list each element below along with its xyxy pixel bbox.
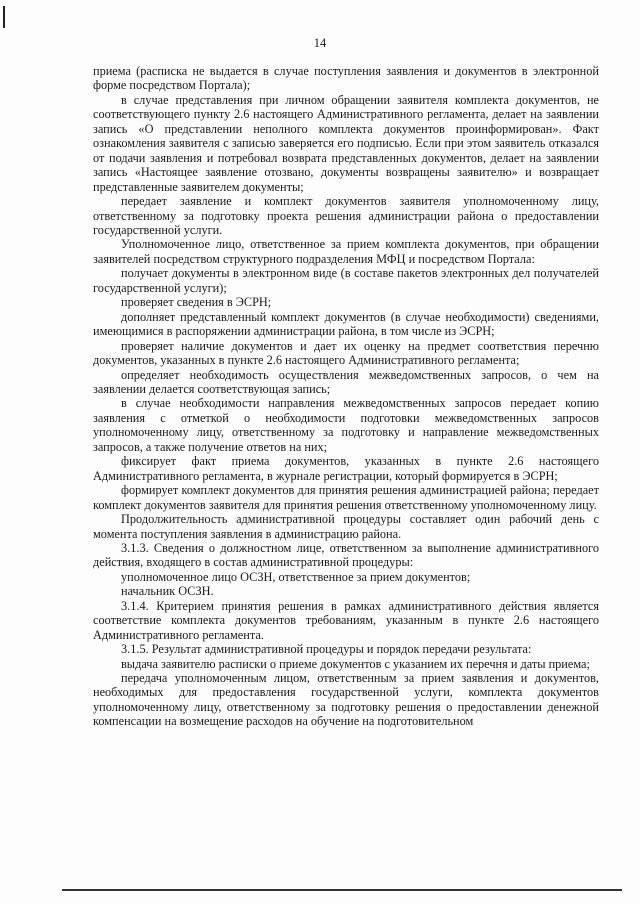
paragraph: 3.1.3. Сведения о должностном лице, ответственном за выполнение административного действия, входящего в состав административной процедуры: xyxy=(93,540,599,570)
paragraph: проверяет наличие документов и дает их оценку на предмет соответствия перечню документов, указанных в пункте 2.6 настоящего Административного регламента; xyxy=(93,338,599,368)
scan-edge-mark xyxy=(3,6,5,28)
paragraph: определяет необходимость осуществления межведомственных запросов, о чем на заявлении делается соответствующая запись; xyxy=(93,367,599,396)
paragraph: приема (расписка не выдается в случае поступления заявления и документов в электронной форме посредством Портала); xyxy=(93,64,599,93)
paragraph: передает заявление и комплект документов заявителя уполномоченному лицу, ответственному за подготовку проекта решения администрации района о предоставлении государственной услуги. xyxy=(93,194,599,237)
paragraph: уполномоченное лицо ОСЗН, ответственное за прием документов; xyxy=(121,569,471,584)
paragraph: формирует комплект документов для принятия решения администрацией района; передает комплект документов заявителя для принятия решения ответственному уполномоченному лицу. xyxy=(93,483,599,512)
paragraph: 3.1.4. Критерием принятия решения в рамках административного действия является соответствие комплекта документов требованиям, указанным в пункте 2.6 настоящего Административного регламента. xyxy=(93,598,599,642)
paragraph: передача уполномоченным лицом, ответственным за прием заявления и документов, необходимых для предоставления государственной услуги, комплекта документов уполномоченному лицу, ответственному за подготовку решения о предоставлении денежной компенсации на возмещение расходов на обучение на подготовительном xyxy=(93,671,599,729)
page-number: 14 xyxy=(313,36,327,50)
paragraph: проверяет сведения в ЭСРН; xyxy=(121,295,272,310)
paragraph: получает документы в электронном виде (в составе пакетов электронных дел получателей государственной услуги); xyxy=(93,266,599,295)
paragraph: в случае представления при личном обращении заявителя комплекта документов, не соответствующего пункту 2.6 настоящего Административного регламента, делает на заявлении запись «О представлении неполного комплекта документов проинформирован». Факт ознакомления заявителя с записью заверяется его подписью. Если при этом заявитель отказался от подачи заявления и потребовал возврата представленных документов, делает на заявлении запись «Настоящее заявление отозвано, документы возвращены заявителю» и возвращает представленные заявителем документы; xyxy=(93,92,599,194)
bottom-rule xyxy=(62,889,622,891)
paragraph: выдача заявителю расписки о приеме документов с указанием их перечня и даты приема; xyxy=(121,656,590,671)
document-body xyxy=(93,64,599,729)
paragraph: Продолжительность административной процедуры составляет один рабочий день с момента поступления заявления в администрацию района. xyxy=(93,512,599,541)
paragraph: фиксирует факт приема документов, указанных в пункте 2.6 настоящего Административного регламента, в журнале регистрации, который формируется в ЭСРН; xyxy=(93,454,599,483)
paragraph: 3.1.5. Результат административной процедуры и порядок передачи результата: xyxy=(121,642,532,657)
paragraph: Уполномоченное лицо, ответственное за прием комплекта документов, при обращении заявителей посредством структурного подразделения МФЦ и посредством Портала: xyxy=(93,237,599,266)
paragraph: в случае необходимости направления межведомственных запросов передает копию заявления с отметкой о необходимости подготовки межведомственных запросов уполномоченному лицу, ответственному за подготовку и направление межведомственных запросов, а также получение ответов на них; xyxy=(93,396,599,454)
paragraph: дополняет представленный комплект документов (в случае необходимости) сведениями, имеющимися в распоряжении администрации района, в том числе из ЭСРН; xyxy=(93,309,599,339)
paragraph: начальник ОСЗН. xyxy=(121,584,214,599)
